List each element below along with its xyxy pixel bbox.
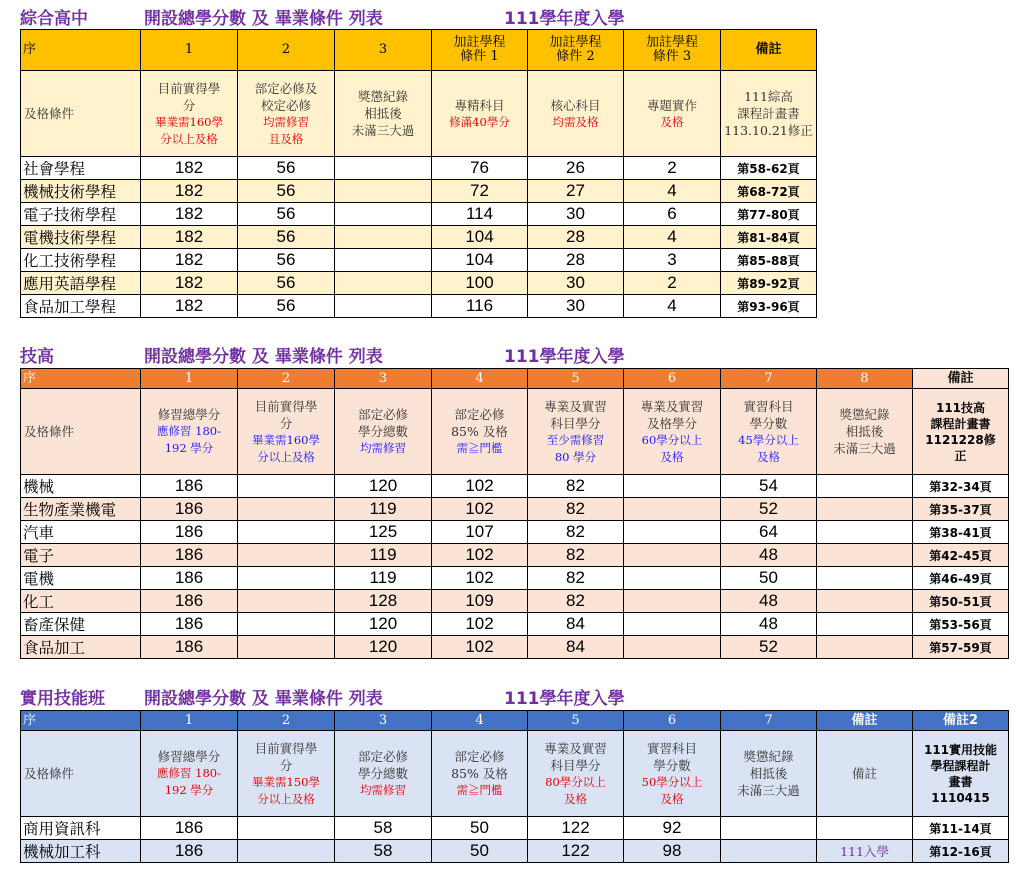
condition-requirement: 至少需修習 80 學分 [546, 432, 605, 464]
value-cell [817, 613, 913, 636]
header-cell: 3 [335, 30, 432, 71]
condition-cell [432, 731, 528, 817]
value-cell: 125 [335, 521, 432, 544]
value-cell [238, 817, 335, 840]
program-name: 機械 [21, 475, 141, 498]
condition-main: 111技高 課程計畫書 1121228修 正 [925, 400, 996, 463]
value-cell: 182 [141, 249, 238, 272]
value-cell: 102 [432, 498, 528, 521]
value-cell [624, 544, 721, 567]
condition-requirement: 需≧門檻 [456, 783, 503, 797]
header-cell: 6 [624, 711, 721, 731]
condition-cell [238, 731, 335, 817]
value-cell [817, 544, 913, 567]
header-cell: 5 [528, 369, 624, 389]
value-cell: 76 [432, 157, 528, 180]
section1-year: 111學年度入學 [504, 8, 625, 29]
program-name: 畜產保健 [21, 613, 141, 636]
header-cell: 8 [817, 369, 913, 389]
value-cell: 58 [335, 817, 432, 840]
condition-cell [721, 389, 817, 475]
value-cell [238, 544, 335, 567]
value-cell: 50 [432, 817, 528, 840]
table-row [21, 203, 817, 226]
value-cell: 120 [335, 613, 432, 636]
value-cell [817, 567, 913, 590]
value-cell: 186 [141, 521, 238, 544]
condition-main: 部定必修 85% 及格 [451, 749, 508, 781]
program-name: 食品加工學程 [21, 295, 141, 318]
value-cell: 30 [528, 295, 624, 318]
table-row [21, 636, 1009, 659]
condition-main: 部定必修 學分總數 [357, 749, 408, 781]
value-cell [624, 521, 721, 544]
value-cell [238, 521, 335, 544]
page-ref: 第77-80頁 [721, 203, 817, 226]
condition-requirement: 及格 [660, 114, 684, 129]
value-cell [335, 295, 432, 318]
value-cell: 50 [721, 567, 817, 590]
condition-cell [238, 71, 335, 157]
value-cell [624, 590, 721, 613]
condition-cell [141, 71, 238, 157]
condition-cell [528, 731, 624, 817]
page-ref: 第81-84頁 [721, 226, 817, 249]
header-cell: 序 [21, 30, 141, 71]
value-cell: 102 [432, 636, 528, 659]
program-name: 社會學程 [21, 157, 141, 180]
value-cell: 102 [432, 613, 528, 636]
page-ref: 第57-59頁 [913, 636, 1009, 659]
value-cell: 30 [528, 203, 624, 226]
page-ref: 第93-96頁 [721, 295, 817, 318]
value-cell: 82 [528, 498, 624, 521]
header-cell: 加註學程 條件 1 [432, 30, 528, 71]
condition-cell [624, 389, 721, 475]
condition-main: 目前實得學 分 [254, 740, 318, 773]
condition-requirement: 畢業需160學 分以上及格 [252, 432, 320, 464]
section1-school: 綜合高中 [20, 8, 88, 29]
value-cell: 48 [721, 613, 817, 636]
value-cell [624, 475, 721, 498]
value-cell: 111入學 [817, 840, 913, 863]
cond-label: 及格條件 [21, 389, 141, 475]
value-cell: 50 [432, 840, 528, 863]
value-cell [817, 475, 913, 498]
section2-year: 111學年度入學 [504, 346, 625, 367]
condition-main: 目前實得學 分 [254, 398, 318, 431]
value-cell [238, 567, 335, 590]
value-cell: 52 [721, 498, 817, 521]
condition-cell [817, 731, 913, 817]
value-cell: 56 [238, 226, 335, 249]
condition-main: 實習科目 學分數 [646, 740, 697, 773]
table-row [21, 498, 1009, 521]
header-cell: 2 [238, 711, 335, 731]
value-cell: 82 [528, 521, 624, 544]
condition-requirement: 60學分以上 及格 [641, 432, 703, 464]
value-cell: 56 [238, 157, 335, 180]
page-ref: 第12-16頁 [913, 840, 1009, 863]
value-cell: 182 [141, 226, 238, 249]
condition-cell [528, 71, 624, 157]
value-cell: 104 [432, 226, 528, 249]
table-row [21, 157, 817, 180]
value-cell: 2 [624, 272, 721, 295]
value-cell: 186 [141, 567, 238, 590]
value-cell: 4 [624, 180, 721, 203]
value-cell: 48 [721, 590, 817, 613]
condition-requirement: 畢業需160學 分以上及格 [155, 114, 223, 146]
condition-requirement: 需≧門檻 [456, 441, 503, 455]
page-ref: 第32-34頁 [913, 475, 1009, 498]
program-name: 電機技術學程 [21, 226, 141, 249]
header-cell: 1 [141, 30, 238, 71]
value-cell: 119 [335, 544, 432, 567]
condition-cell [624, 71, 721, 157]
table-row [21, 544, 1009, 567]
header-cell: 3 [335, 711, 432, 731]
header-cell: 1 [141, 711, 238, 731]
value-cell: 128 [335, 590, 432, 613]
condition-requirement: 均需修習 且及格 [263, 114, 309, 146]
value-cell: 72 [432, 180, 528, 203]
value-cell: 186 [141, 840, 238, 863]
page-ref: 第46-49頁 [913, 567, 1009, 590]
page-ref: 第58-62頁 [721, 157, 817, 180]
program-name: 化工 [21, 590, 141, 613]
program-name: 機械加工科 [21, 840, 141, 863]
value-cell: 82 [528, 590, 624, 613]
condition-cell [624, 731, 721, 817]
section3-main-title: 開設總學分數 及 畢業條件 列表 [144, 688, 383, 709]
condition-cell [817, 389, 913, 475]
value-cell: 182 [141, 180, 238, 203]
condition-cell [913, 731, 1009, 817]
condition-requirement: 應修習 180- 192 學分 [157, 766, 221, 797]
program-name: 機械技術學程 [21, 180, 141, 203]
value-cell: 186 [141, 590, 238, 613]
condition-cell [141, 731, 238, 817]
value-cell: 30 [528, 272, 624, 295]
value-cell: 48 [721, 544, 817, 567]
page-ref: 第11-14頁 [913, 817, 1009, 840]
condition-requirement: 均需修習 [360, 783, 406, 797]
value-cell: 27 [528, 180, 624, 203]
condition-requirement: 應修習 180- 192 學分 [157, 424, 221, 455]
value-cell: 102 [432, 544, 528, 567]
value-cell: 186 [141, 498, 238, 521]
section3-title [20, 684, 625, 708]
value-cell [817, 817, 913, 840]
section2-main-title: 開設總學分數 及 畢業條件 列表 [144, 346, 383, 367]
value-cell [624, 498, 721, 521]
value-cell: 84 [528, 613, 624, 636]
page-ref: 第42-45頁 [913, 544, 1009, 567]
header-cell: 2 [238, 30, 335, 71]
program-name: 應用英語學程 [21, 272, 141, 295]
condition-main: 專題實作 [646, 97, 697, 113]
value-cell [238, 475, 335, 498]
value-cell: 182 [141, 203, 238, 226]
section3-year: 111學年度入學 [504, 688, 625, 709]
header-cell: 加註學程 條件 2 [528, 30, 624, 71]
header-cell: 2 [238, 369, 335, 389]
program-name: 電機 [21, 567, 141, 590]
value-cell: 4 [624, 226, 721, 249]
header-cell: 加註學程 條件 3 [624, 30, 721, 71]
value-cell: 56 [238, 249, 335, 272]
header-cell: 6 [624, 369, 721, 389]
section2-title [20, 342, 625, 366]
condition-cell [238, 389, 335, 475]
header-cell: 5 [528, 711, 624, 731]
value-cell: 120 [335, 475, 432, 498]
value-cell: 186 [141, 636, 238, 659]
value-cell: 64 [721, 521, 817, 544]
condition-cell [335, 389, 432, 475]
value-cell: 28 [528, 249, 624, 272]
condition-main: 獎懲紀錄 相抵後 未滿三大過 [833, 407, 896, 456]
table-row [21, 180, 817, 203]
header-cell: 備註 [817, 711, 913, 731]
condition-main: 專業及實習 及格學分 [640, 398, 704, 431]
table-row [21, 226, 817, 249]
header-cell: 序 [21, 369, 141, 389]
value-cell: 186 [141, 475, 238, 498]
value-cell: 98 [624, 840, 721, 863]
condition-cell [432, 71, 528, 157]
condition-cell [335, 731, 432, 817]
value-cell [721, 817, 817, 840]
condition-requirement: 畢業需150學 分以上及格 [252, 774, 320, 806]
value-cell: 82 [528, 544, 624, 567]
header-cell: 1 [141, 369, 238, 389]
program-name: 汽車 [21, 521, 141, 544]
program-name: 生物產業機電 [21, 498, 141, 521]
table-row [21, 840, 1009, 863]
value-cell: 186 [141, 613, 238, 636]
condition-requirement: 1110415 [931, 790, 990, 805]
condition-requirement: 45學分以上 及格 [738, 432, 799, 464]
value-cell: 109 [432, 590, 528, 613]
table-row [21, 817, 1009, 840]
section2-school: 技高 [20, 346, 54, 367]
condition-cell [141, 389, 238, 475]
condition-main: 獎懲紀錄 相抵後 未滿三大過 [351, 89, 415, 138]
value-cell [817, 590, 913, 613]
header-cell: 3 [335, 369, 432, 389]
condition-requirement: 50學分以上 及格 [641, 774, 703, 806]
value-cell: 100 [432, 272, 528, 295]
program-name: 電子 [21, 544, 141, 567]
program-name: 化工技術學程 [21, 249, 141, 272]
condition-cell [335, 71, 432, 157]
value-cell: 102 [432, 475, 528, 498]
value-cell: 186 [141, 817, 238, 840]
condition-cell [913, 389, 1009, 475]
table-row [21, 249, 817, 272]
condition-main: 111綜高 課程計畫書 113.10.21修正 [724, 89, 813, 138]
value-cell [238, 498, 335, 521]
value-cell: 2 [624, 157, 721, 180]
value-cell: 182 [141, 295, 238, 318]
value-cell: 114 [432, 203, 528, 226]
condition-main: 實習科目 學分數 [743, 398, 794, 431]
condition-main: 修習總學分 [157, 407, 221, 422]
value-cell: 56 [238, 203, 335, 226]
section1-main-title: 開設總學分數 及 畢業條件 列表 [144, 8, 383, 29]
section1-title [20, 4, 625, 28]
value-cell: 58 [335, 840, 432, 863]
value-cell [238, 636, 335, 659]
value-cell [335, 249, 432, 272]
condition-main: 部定必修 85% 及格 [451, 407, 508, 439]
value-cell: 92 [624, 817, 721, 840]
condition-requirement: 均需修習 [360, 441, 406, 455]
condition-main: 核心科目 [550, 97, 601, 113]
value-cell: 182 [141, 157, 238, 180]
value-cell: 4 [624, 295, 721, 318]
table-row [21, 613, 1009, 636]
program-name: 電子技術學程 [21, 203, 141, 226]
value-cell: 52 [721, 636, 817, 659]
condition-requirement: 修滿40學分 [449, 114, 510, 129]
value-cell: 104 [432, 249, 528, 272]
header-cell: 備註 [721, 30, 817, 71]
condition-main: 獎懲紀錄 相抵後 未滿三大過 [737, 749, 800, 798]
condition-main: 專業及實習 科目學分 [544, 398, 607, 431]
condition-main: 111實用技能 學程課程計 畫書 [923, 742, 998, 789]
value-cell [817, 498, 913, 521]
value-cell: 28 [528, 226, 624, 249]
page-ref: 第53-56頁 [913, 613, 1009, 636]
table-row [21, 521, 1009, 544]
value-cell [238, 840, 335, 863]
value-cell: 26 [528, 157, 624, 180]
value-cell: 119 [335, 567, 432, 590]
condition-main: 部定必修及 校定必修 [254, 80, 318, 113]
value-cell [335, 203, 432, 226]
program-name: 商用資訊科 [21, 817, 141, 840]
condition-cell [721, 731, 817, 817]
section2-table [20, 368, 1009, 659]
value-cell [624, 613, 721, 636]
value-cell [335, 180, 432, 203]
header-cell: 7 [721, 369, 817, 389]
page-ref: 第85-88頁 [721, 249, 817, 272]
condition-main: 部定必修 學分總數 [357, 407, 408, 439]
header-cell: 備註 [913, 369, 1009, 389]
header-cell: 4 [432, 369, 528, 389]
value-cell [624, 567, 721, 590]
cond-label: 及格條件 [21, 731, 141, 817]
value-cell: 56 [238, 272, 335, 295]
condition-cell [528, 389, 624, 475]
value-cell: 122 [528, 840, 624, 863]
value-cell: 3 [624, 249, 721, 272]
condition-main: 專精科目 [454, 97, 505, 113]
value-cell [721, 840, 817, 863]
page-ref: 第38-41頁 [913, 521, 1009, 544]
value-cell: 82 [528, 567, 624, 590]
table-row [21, 567, 1009, 590]
condition-main: 專業及實習 科目學分 [544, 740, 607, 773]
cond-label: 及格條件 [21, 71, 141, 157]
condition-cell [721, 71, 817, 157]
value-cell [335, 226, 432, 249]
value-cell [335, 157, 432, 180]
value-cell [817, 521, 913, 544]
page-ref: 第35-37頁 [913, 498, 1009, 521]
value-cell [624, 636, 721, 659]
header-cell: 7 [721, 711, 817, 731]
value-cell: 107 [432, 521, 528, 544]
value-cell: 116 [432, 295, 528, 318]
condition-requirement: 80學分以上 及格 [545, 774, 606, 806]
condition-main: 備註 [851, 766, 877, 781]
value-cell [335, 272, 432, 295]
value-cell: 56 [238, 180, 335, 203]
value-cell [238, 590, 335, 613]
value-cell: 119 [335, 498, 432, 521]
condition-main: 目前實得學 分 [157, 80, 221, 113]
section1-table [20, 29, 817, 318]
header-cell: 序 [21, 711, 141, 731]
table-row [21, 295, 817, 318]
condition-requirement: 均需及格 [552, 114, 599, 129]
value-cell: 6 [624, 203, 721, 226]
page-ref: 第89-92頁 [721, 272, 817, 295]
section3-school: 實用技能班 [20, 688, 105, 709]
value-cell: 186 [141, 544, 238, 567]
value-cell: 56 [238, 295, 335, 318]
value-cell: 182 [141, 272, 238, 295]
table-row [21, 475, 1009, 498]
value-cell: 54 [721, 475, 817, 498]
table-row [21, 272, 817, 295]
header-cell: 備註2 [913, 711, 1009, 731]
table-row [21, 590, 1009, 613]
header-cell: 4 [432, 711, 528, 731]
value-cell: 84 [528, 636, 624, 659]
page-ref: 第50-51頁 [913, 590, 1009, 613]
section3-table [20, 710, 1009, 863]
page-ref: 第68-72頁 [721, 180, 817, 203]
value-cell: 122 [528, 817, 624, 840]
value-cell: 102 [432, 567, 528, 590]
value-cell [238, 613, 335, 636]
program-name: 食品加工 [21, 636, 141, 659]
value-cell: 82 [528, 475, 624, 498]
value-cell [817, 636, 913, 659]
condition-main: 修習總學分 [157, 749, 221, 764]
value-cell: 120 [335, 636, 432, 659]
condition-cell [432, 389, 528, 475]
